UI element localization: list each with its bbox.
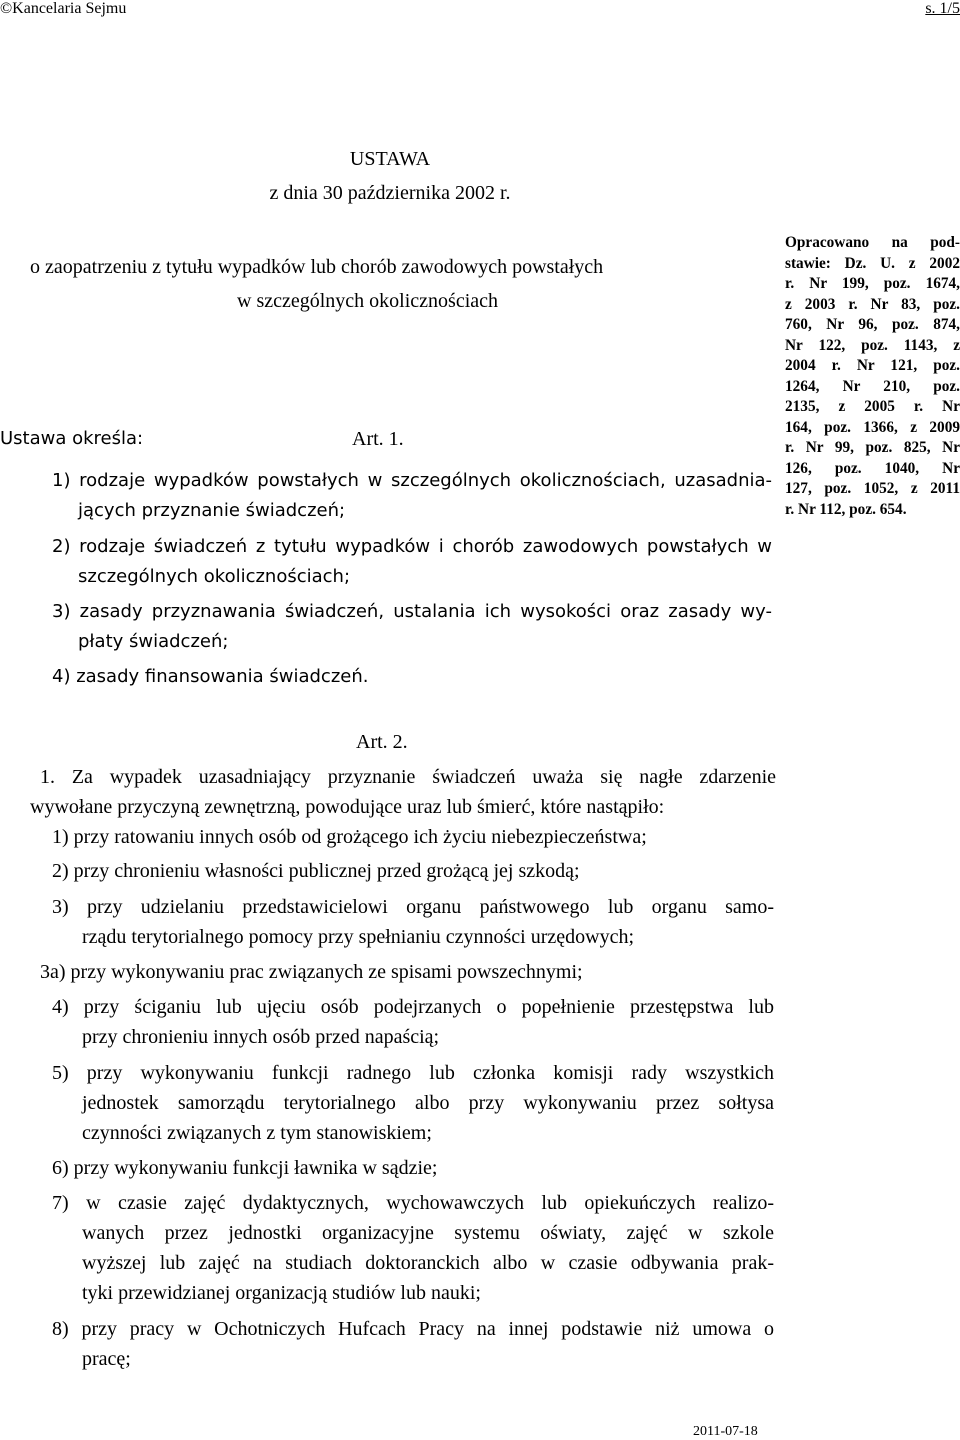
note-line: 164, poz. 1366, z 2009 <box>785 418 960 436</box>
art1-heading: Art. 1. <box>352 428 404 450</box>
list-item-line: wyższej lub zajęć na studiach doktoranckich albo w czasie odbywania prak- <box>82 1252 774 1274</box>
act-date: z dnia 30 października 2002 r. <box>269 182 511 204</box>
list-item-line: jednostek samorządu terytorialnego albo przy wykonywaniu przez sołtysa <box>82 1092 774 1114</box>
list-item-line: 1) przy ratowaniu innych osób od grożącego ich życiu niebezpieczeństwa; <box>52 826 647 848</box>
art2-heading: Art. 2. <box>356 731 408 753</box>
header-page-number[interactable]: s. 1/5 <box>925 0 960 17</box>
header-copyright: ©Kancelaria Sejmu <box>0 0 127 17</box>
art2-item-4 <box>52 992 774 1052</box>
list-item-line: wanych przez jednostki organizacyjne systemu oświaty, zajęć w szkole <box>82 1222 774 1244</box>
act-type: USTAWA <box>349 148 431 170</box>
list-item-line: 8) przy pracy w Ochotniczych Hufcach Pracy na innej podstawie niż umowa o <box>52 1318 774 1340</box>
para-line: 1. Za wypadek uzasadniający przyznanie świadczeń uważa się nagłe zdarzenie <box>40 766 776 788</box>
note-line: r. Nr 199, poz. 1674, <box>785 275 960 292</box>
list-item-line: 2) przy chronieniu własności publicznej przed grożącą jej szkodą; <box>52 860 580 882</box>
note-line: stawie: Dz. U. z 2002 <box>785 254 960 272</box>
list-item-line: szczególnych okolicznościach; <box>78 566 351 587</box>
list-item-line: przy chronieniu innych osób przed napaścią; <box>82 1026 440 1048</box>
note-line: r. Nr 99, poz. 825, Nr <box>785 439 960 456</box>
list-item-line: 3) przy udzielaniu przedstawicielowi organu państwowego lub organu samo- <box>52 896 774 918</box>
note-line: r. Nr 112, poz. 654. <box>785 500 907 518</box>
art2-para1 <box>30 762 776 822</box>
para-line: wywołane przyczyną zewnętrzną, powodujące uraz lub śmierć, które nastąpiło: <box>30 796 665 818</box>
list-item-line: 4) zasady finansowania świadczeń. <box>52 666 369 687</box>
note-line: 2135, z 2005 r. Nr <box>785 398 960 415</box>
note-line: 127, poz. 1052, z 2011 <box>785 480 960 497</box>
art2-item-6 <box>52 1153 437 1183</box>
list-item-line: 6) przy wykonywaniu funkcji ławnika w sądzie; <box>52 1157 438 1179</box>
art2-item-7 <box>52 1188 774 1308</box>
act-subject-line2: w szczególnych okolicznościach <box>237 290 499 312</box>
art1-item-4 <box>52 662 772 692</box>
consolidation-note <box>785 233 960 520</box>
list-item-line: rządu terytorialnego pomocy przy spełnianiu czynności urzędowych; <box>82 926 635 948</box>
list-item-line: płaty świadczeń; <box>78 631 229 652</box>
list-item-line: 7) w czasie zajęć dydaktycznych, wychowawczych lub opiekuńczych realizo- <box>52 1192 774 1214</box>
list-item-line: 3a) przy wykonywaniu prac związanych ze spisami powszechnymi; <box>40 961 583 983</box>
art2-item-3a <box>40 957 583 987</box>
note-line: 1264, Nr 210, poz. <box>785 377 960 395</box>
note-line: z 2003 r. Nr 83, poz. <box>785 295 960 313</box>
list-item-line: 4) przy ściganiu lub ujęciu osób podejrzanych o popełnienie przestępstwa lub <box>52 996 774 1018</box>
act-subject-line1: o zaopatrzeniu z tytułu wypadków lub chorób zawodowych powstałych <box>30 256 604 278</box>
list-item-line: tyki przewidzianej organizacją studiów lub nauki; <box>82 1282 481 1304</box>
art1-item-3 <box>52 597 772 657</box>
art1-intro: Ustawa określa: <box>0 428 144 449</box>
note-line: Opracowano na pod- <box>785 234 960 251</box>
list-item-line: 1) rodzaje wypadków powstałych w szczególnych okolicznościach, uzasadnia- <box>52 470 772 491</box>
list-item-line: czynności związanych z tym stanowiskiem; <box>82 1122 432 1144</box>
art2-item-2 <box>52 856 580 886</box>
art1-item-1 <box>52 466 772 526</box>
art2-item-8 <box>52 1314 774 1374</box>
list-item-line: pracę; <box>82 1348 131 1370</box>
list-item-line: 5) przy wykonywaniu funkcji radnego lub członka komisji rady wszystkich <box>52 1062 774 1084</box>
art2-item-5 <box>52 1058 774 1148</box>
art1-item-2 <box>52 532 772 592</box>
list-item-line: 2) rodzaje świadczeń z tytułu wypadków i chorób zawodowych powstałych w <box>52 536 772 557</box>
list-item-line: jących przyznanie świadczeń; <box>78 500 346 521</box>
note-line: 760, Nr 96, poz. 874, <box>785 316 960 333</box>
note-line: Nr 122, poz. 1143, z <box>785 336 960 354</box>
note-line: 126, poz. 1040, Nr <box>785 459 960 477</box>
list-item-line: 3) zasady przyznawania świadczeń, ustalania ich wysokości oraz zasady wy- <box>52 601 772 622</box>
footer-date: 2011-07-18 <box>693 1424 758 1439</box>
note-line: 2004 r. Nr 121, poz. <box>785 357 960 374</box>
art2-item-1 <box>52 822 647 852</box>
art2-item-3 <box>52 892 774 952</box>
